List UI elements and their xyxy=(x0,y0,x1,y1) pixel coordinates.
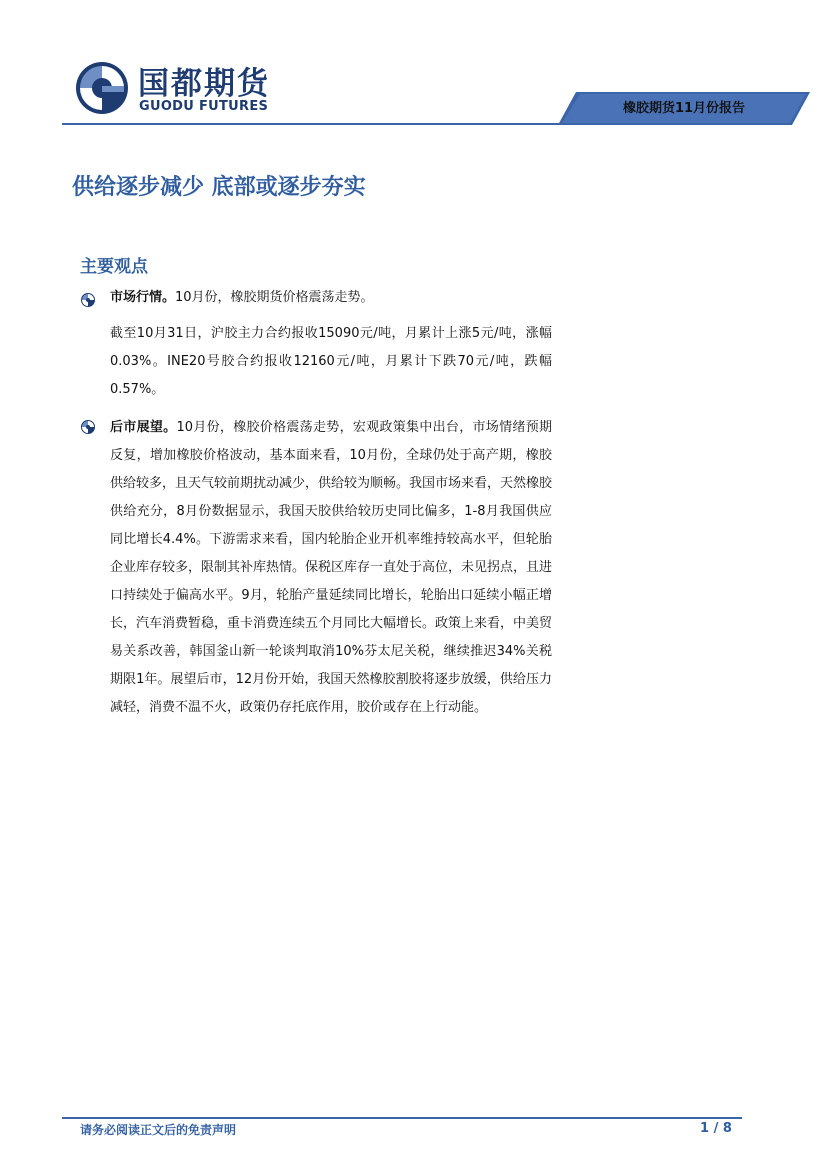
bullet-logo-icon xyxy=(80,419,96,435)
market-detail-paragraph xyxy=(110,320,552,404)
header-divider xyxy=(62,123,742,125)
outlook-paragraph xyxy=(110,414,552,722)
logo-english-name: GUODU FUTURES xyxy=(139,99,269,114)
outlook-label: 后市展望。 xyxy=(110,420,177,435)
disclaimer-notice: 请务必阅读正文后的免责声明 xyxy=(80,1123,237,1137)
market-detail-text: 截至10月31日，沪胶主力合约报收15090元/吨，月累计上涨5元/吨，涨幅0.03%。INE20号胶合约报收12160元/吨，月累计下跌70元/吨，跌幅0.57%。 xyxy=(110,326,552,397)
report-type-tag xyxy=(558,92,810,125)
logo-chinese-name: 国都期货 xyxy=(138,66,270,102)
report-type-label: 橡胶期货11月份报告 xyxy=(622,101,746,116)
page-number: 1 / 8 xyxy=(700,1121,732,1136)
section-heading-main-views: 主要观点 xyxy=(80,257,148,277)
market-summary-paragraph xyxy=(110,284,552,312)
market-summary-label: 市场行情。 xyxy=(110,290,176,305)
company-logo xyxy=(72,58,282,122)
market-summary-text: 10月份，橡胶期货价格震荡走势。 xyxy=(175,290,374,305)
bullet-logo-icon xyxy=(80,292,96,308)
guodu-logo-icon xyxy=(72,58,132,118)
outlook-text: 10月份，橡胶价格震荡走势，宏观政策集中出台，市场情绪预期反复，增加橡胶价格波动，基本面来看，10月份，全球仍处于高产期，橡胶供给较多，且天气较前期扰动减少，供给较为顺畅。我国市场来看，天然橡胶供给充分，8月份数据显示，我国天胶供给较历史同比偏多，1-8月我国供应同比增长4.4%。下游需求来看，国内轮胎企业开机率维持较高水平，但轮胎企业库存较多，限制其补库热情。保税区库存一直处于高位，未见拐点，且进口持续处于偏高水平。9月，轮胎产量延续同比增长，轮胎出口延续小幅正增长，汽车消费暂稳，重卡消费连续五个月同比大幅增长。政策上来看，中美贸易关系改善，韩国釜山新一轮谈判取消10%芬太尼关税，继续推迟34%关税期限1年。展望后市，12月份开始，我国天然橡胶割胶将逐步放缓，供给压力减轻，消费不温不火，政策仍存托底作用，胶价或存在上行动能。 xyxy=(110,420,553,715)
footer-divider xyxy=(62,1117,742,1119)
report-title: 供给逐步减少 底部或逐步夯实 xyxy=(72,175,366,200)
